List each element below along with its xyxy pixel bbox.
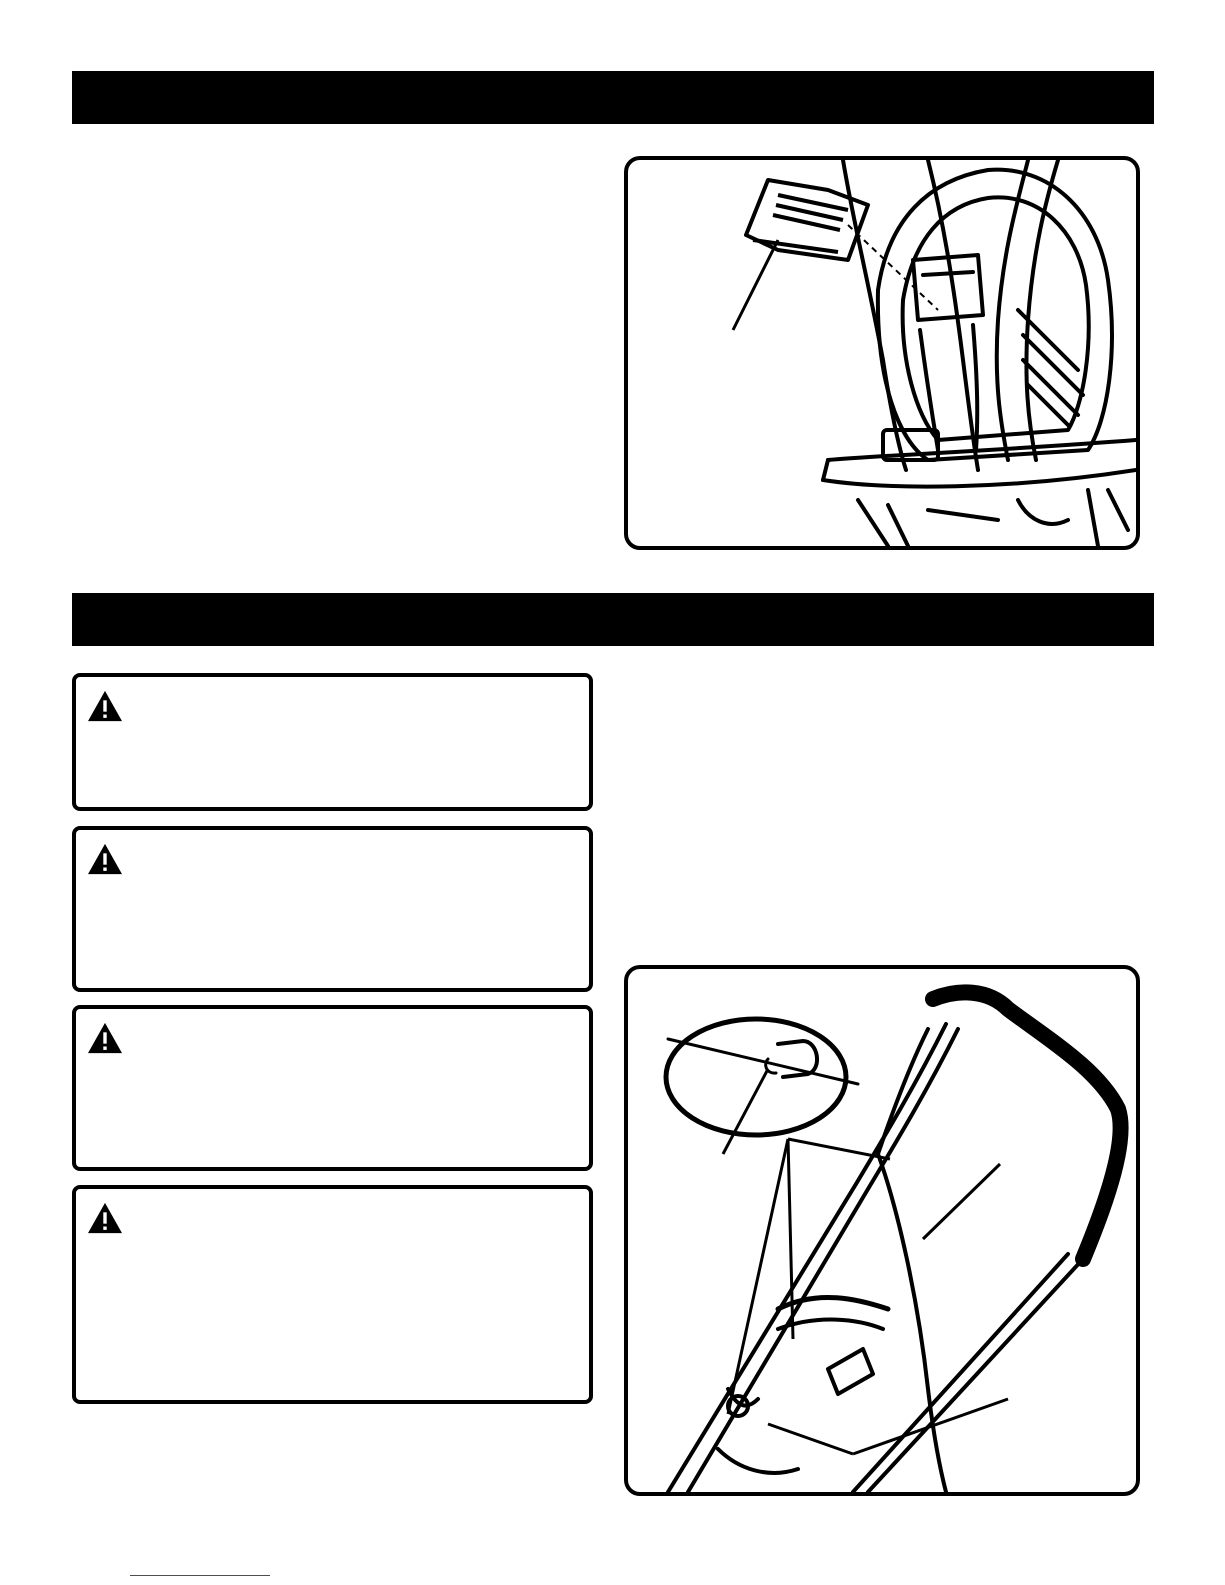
warning-box-4 — [72, 1185, 593, 1404]
figure-handle-cable — [624, 965, 1140, 1496]
section-header-bar-2 — [72, 593, 1154, 646]
tiller-handle-cable-illustration — [628, 969, 1136, 1492]
figure-tiller-top-cover — [624, 156, 1140, 550]
bottom-link-underline — [130, 1575, 270, 1576]
tiller-engine-cover-illustration — [628, 160, 1136, 546]
warning-box-1 — [72, 673, 593, 811]
warning-box-2 — [72, 826, 593, 992]
warning-triangle-icon — [86, 689, 124, 723]
warning-triangle-icon — [86, 1021, 124, 1055]
warning-triangle-icon — [86, 1201, 124, 1235]
warning-box-3 — [72, 1005, 593, 1171]
section-header-bar-1 — [72, 71, 1154, 124]
warning-triangle-icon — [86, 842, 124, 876]
